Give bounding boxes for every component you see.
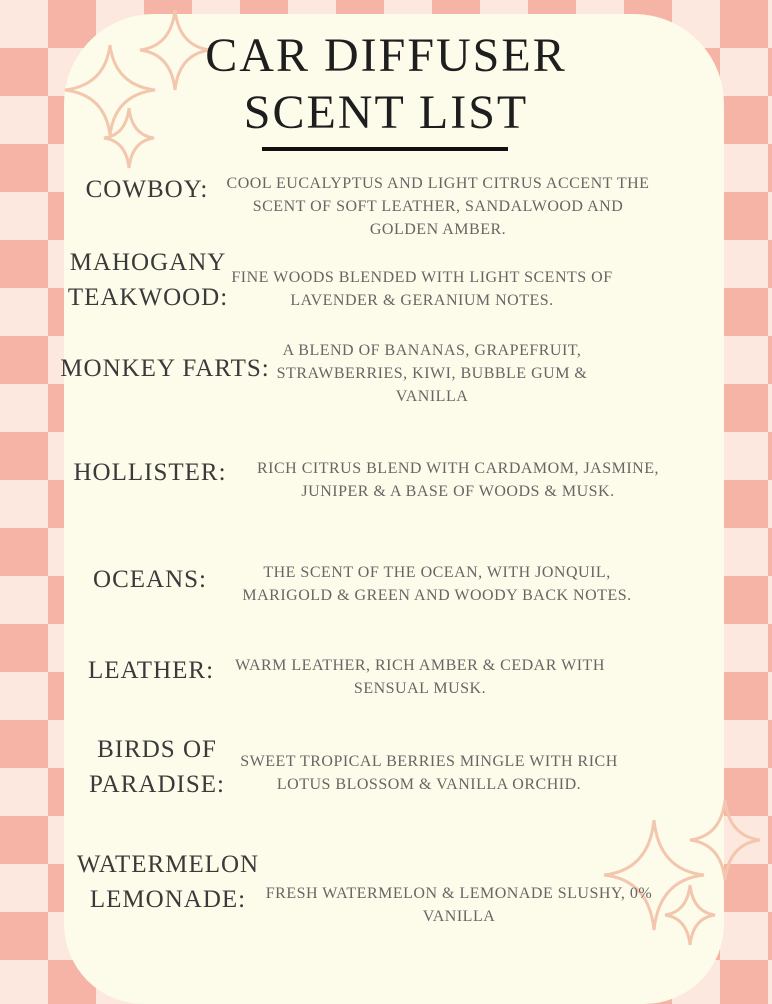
scent-description: COOL EUCALYPTUS AND LIGHT CITRUS ACCENT THE SCENT OF SOFT LEATHER, SANDALWOOD AND GOLDEN AMBER. (226, 175, 650, 238)
scent-name: OCEANS: (93, 566, 207, 593)
page-title-line-1: CAR DIFFUSER (205, 29, 567, 82)
scent-description: FRESH WATERMELON & LEMONADE SLUSHY, 0% VANILLA (265, 885, 653, 925)
sparkle-icon (665, 885, 715, 945)
scent-description: THE SCENT OF THE OCEAN, WITH JONQUIL, MARIGOLD & GREEN AND WOODY BACK NOTES. (242, 564, 632, 604)
scent-description: SWEET TROPICAL BERRIES MINGLE WITH RICH LOTUS BLOSSOM & VANILLA ORCHID. (240, 753, 618, 793)
scent-description: WARM LEATHER, RICH AMBER & CEDAR WITH SENSUAL MUSK. (235, 657, 605, 697)
scent-name: HOLLISTER: (73, 459, 227, 486)
scent-description: RICH CITRUS BLEND WITH CARDAMOM, JASMINE, JUNIPER & A BASE OF WOODS & MUSK. (257, 460, 659, 500)
title-underline (262, 147, 508, 151)
scent-name: BIRDS OF PARADISE: (89, 736, 225, 798)
sparkle-icon (690, 800, 760, 880)
scent-description: A BLEND OF BANANAS, GRAPEFRUIT, STRAWBERRIES, KIWI, BUBBLE GUM & VANILLA (276, 342, 588, 405)
scent-name: COWBOY: (85, 176, 209, 203)
page-title-line-2: SCENT LIST (243, 86, 529, 139)
scent-name: MAHOGANY TEAKWOOD: (67, 249, 229, 311)
scent-name: LEATHER: (87, 657, 215, 684)
scent-name: WATERMELON LEMONADE: (76, 851, 260, 913)
scent-name: MONKEY FARTS: (60, 355, 270, 382)
scent-description: FINE WOODS BLENDED WITH LIGHT SCENTS OF LAVENDER & GERANIUM NOTES. (231, 269, 613, 309)
